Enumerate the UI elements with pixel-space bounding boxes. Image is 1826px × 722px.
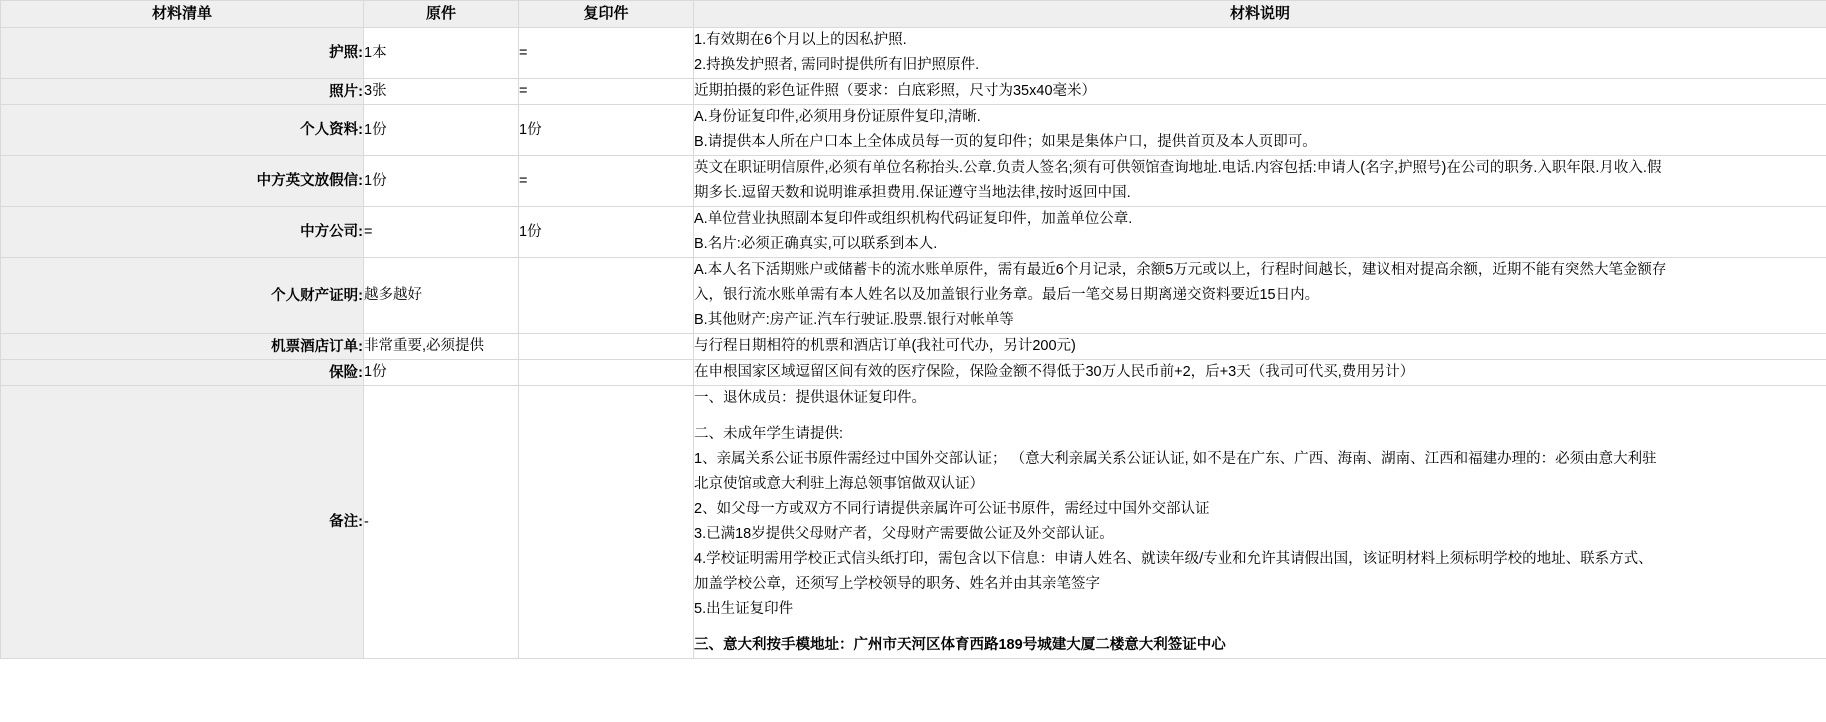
desc-line: 入，银行流水账单需有本人姓名以及加盖银行业务章。最后一笔交易日期离递交资料要近15日内。 bbox=[694, 287, 1320, 303]
header-copy: 复印件 bbox=[519, 1, 694, 28]
row-label-company: 中方公司: bbox=[1, 207, 364, 258]
row-description-photo bbox=[694, 79, 1826, 105]
row-original-passport: 1本 bbox=[364, 28, 519, 79]
row-copy-remark bbox=[519, 386, 694, 659]
row-label-remark: 备注: bbox=[1, 386, 364, 659]
row-original-ticket-hotel: 非常重要,必须提供 bbox=[364, 334, 519, 360]
header-row bbox=[1, 1, 1826, 28]
row-description-leave-letter bbox=[694, 156, 1826, 207]
row-description-assets bbox=[694, 258, 1826, 334]
table-row bbox=[1, 258, 1826, 334]
row-copy-leave-letter: = bbox=[519, 156, 694, 207]
table-row bbox=[1, 105, 1826, 156]
row-copy-company: 1份 bbox=[519, 207, 694, 258]
row-original-remark: - bbox=[364, 386, 519, 659]
desc-line: 2.持换发护照者, 需同时提供所有旧护照原件. bbox=[694, 57, 980, 73]
desc-line: B.其他财产:房产证.汽车行驶证.股票.银行对帐单等 bbox=[694, 312, 1014, 328]
header-original: 原件 bbox=[364, 1, 519, 28]
row-original-leave-letter: 1份 bbox=[364, 156, 519, 207]
desc-line: A.单位营业执照副本复印件或组织机构代码证复印件，加盖单位公章. bbox=[694, 211, 1133, 227]
table-row bbox=[1, 334, 1826, 360]
desc-line: B.请提供本人所在户口本上全体成员每一页的复印件；如果是集体户口，提供首页及本人页即可。 bbox=[694, 134, 1317, 150]
remark-line: 4.学校证明需用学校正式信头纸打印，需包含以下信息：申请人姓名、就读年级/专业和允许其请假出国，该证明材料上须标明学校的地址、联系方式、 bbox=[694, 551, 1653, 567]
remark-line: 5.出生证复印件 bbox=[694, 601, 794, 617]
desc-line: 近期拍摄的彩色证件照（要求：白底彩照，尺寸为35x40毫米） bbox=[694, 83, 1097, 99]
desc-line: 1.有效期在6个月以上的因私护照. bbox=[694, 32, 907, 48]
remark-line: 北京使馆或意大利驻上海总领事馆做双认证） bbox=[694, 476, 984, 492]
table-row-remark bbox=[1, 386, 1826, 659]
row-copy-photo: = bbox=[519, 79, 694, 105]
row-copy-ticket-hotel bbox=[519, 334, 694, 360]
desc-line: 与行程日期相符的机票和酒店订单(我社可代办，另计200元) bbox=[694, 338, 1076, 354]
row-copy-assets bbox=[519, 258, 694, 334]
remark-line: 1、亲属关系公证书原件需经过中国外交部认证； （意大利亲属关系公证认证, 如不是在广东、广西、海南、湖南、江西和福建办理的：必须由意大利驻 bbox=[694, 451, 1657, 467]
desc-line: A.本人名下活期账户或储蓄卡的流水账单原件，需有最近6个月记录，余额5万元或以上，行程时间越长，建议相对提高余额，近期不能有突然大笔金额存 bbox=[694, 262, 1667, 278]
row-label-photo: 照片: bbox=[1, 79, 364, 105]
desc-line: 期多长.逗留天数和说明谁承担费用.保证遵守当地法律,按时返回中国. bbox=[694, 185, 1131, 201]
remark-line: 二、未成年学生请提供: bbox=[694, 426, 844, 442]
row-label-assets: 个人财产证明: bbox=[1, 258, 364, 334]
table-row bbox=[1, 207, 1826, 258]
remark-line: 3.已满18岁提供父母财产者，父母财产需要做公证及外交部认证。 bbox=[694, 526, 1114, 542]
desc-line: A.身份证复印件,必须用身份证原件复印,清晰. bbox=[694, 109, 981, 125]
row-copy-passport: = bbox=[519, 28, 694, 79]
row-original-insurance: 1份 bbox=[364, 360, 519, 386]
row-label-personal-info: 个人资料: bbox=[1, 105, 364, 156]
table-row bbox=[1, 156, 1826, 207]
remark-line: 一、退休成员：提供退休证复印件。 bbox=[694, 390, 926, 406]
row-label-ticket-hotel: 机票酒店订单: bbox=[1, 334, 364, 360]
row-description-personal-info bbox=[694, 105, 1826, 156]
remark-line: 2、如父母一方或双方不同行请提供亲属许可公证书原件，需经过中国外交部认证 bbox=[694, 501, 1210, 517]
desc-line: B.名片:必须正确真实,可以联系到本人. bbox=[694, 236, 938, 252]
header-description: 材料说明 bbox=[694, 1, 1826, 28]
remark-line: 加盖学校公章，还须写上学校领导的职务、姓名并由其亲笔签字 bbox=[694, 576, 1100, 592]
remark-line-address: 三、意大利按手模地址：广州市天河区体育西路189号城建大厦二楼意大利签证中心 bbox=[694, 637, 1226, 653]
table-row bbox=[1, 79, 1826, 105]
table-header bbox=[1, 1, 1826, 28]
row-copy-insurance bbox=[519, 360, 694, 386]
row-copy-personal-info: 1份 bbox=[519, 105, 694, 156]
header-material-list: 材料清单 bbox=[1, 1, 364, 28]
row-label-passport: 护照: bbox=[1, 28, 364, 79]
row-original-personal-info: 1份 bbox=[364, 105, 519, 156]
table-row bbox=[1, 28, 1826, 79]
row-original-company: = bbox=[364, 207, 519, 258]
row-description-passport bbox=[694, 28, 1826, 79]
row-description-company bbox=[694, 207, 1826, 258]
table-row bbox=[1, 360, 1826, 386]
row-description-ticket-hotel bbox=[694, 334, 1826, 360]
row-original-photo: 3张 bbox=[364, 79, 519, 105]
desc-line: 在申根国家区域逗留区间有效的医疗保险，保险金额不得低于30万人民币前+2，后+3天（我司可代买,费用另计） bbox=[694, 364, 1415, 380]
row-original-assets: 越多越好 bbox=[364, 258, 519, 334]
table-body bbox=[1, 28, 1826, 659]
row-description-remark bbox=[694, 386, 1826, 659]
desc-line: 英文在职证明信原件,必须有单位名称抬头.公章.负责人签名;须有可供领馆查询地址.电话.内容包括:申请人(名字,护照号)在公司的职务.入职年限.月收入.假 bbox=[694, 160, 1662, 176]
row-description-insurance bbox=[694, 360, 1826, 386]
row-label-insurance: 保险: bbox=[1, 360, 364, 386]
row-label-leave-letter: 中方英文放假信: bbox=[1, 156, 364, 207]
